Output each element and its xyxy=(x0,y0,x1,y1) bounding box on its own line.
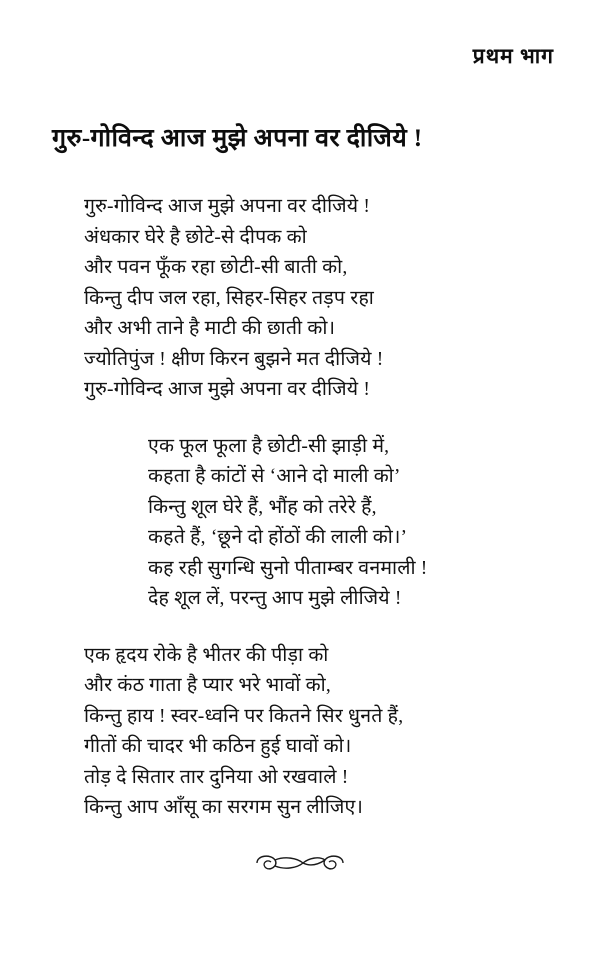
poem-line: किन्तु हाय ! स्वर-ध्वनि पर कितने सिर धुनते हैं, xyxy=(84,705,404,727)
poem-line: अंधकार घेरे है छोटे-से दीपक को xyxy=(84,226,307,248)
poem-line: और अभी ताने है माटी की छाती को। xyxy=(84,318,336,339)
stanza xyxy=(0,192,600,406)
page-title: गुरु-गोविन्द आज मुझे अपना वर दीजिये ! xyxy=(52,125,423,152)
poem-line: देह शूल लें, परन्तु आप मुझे लीजिये ! xyxy=(148,588,402,609)
poem-line: एक हृदय रोके है भीतर की पीड़ा को xyxy=(84,644,329,666)
poem-line: गुरु-गोविन्द आज मुझे अपना वर दीजिये ! xyxy=(84,196,371,217)
poem-line: कहता है कांटों से ‘आने दो माली को’ xyxy=(148,466,401,487)
poem-line: ज्योतिपुंज ! क्षीण किरन बुझने मत दीजिये ! xyxy=(84,348,384,370)
poem-line: किन्तु दीप जल रहा, सिहर-सिहर तड़प रहा xyxy=(84,287,375,309)
poem-line: गुरु-गोविन्द आज मुझे अपना वर दीजिये ! xyxy=(84,379,371,400)
page-header xyxy=(0,0,600,70)
poem-line: गीतों की चादर भी कठिन हुई घावों को। xyxy=(84,736,352,757)
scroll-flourish-ornament xyxy=(0,850,600,881)
poem-line: और कंठ गाता है प्यार भरे भावों को, xyxy=(84,675,331,696)
part-label: प्रथम भाग xyxy=(472,44,554,68)
poem-body xyxy=(0,154,600,824)
stanza xyxy=(0,641,600,824)
poem-line: एक फूल फूला है छोटी-सी झाड़ी में, xyxy=(148,435,390,457)
poem-line: तोड़ दे सितार तार दुनिया ओ रखवाले ! xyxy=(84,766,349,788)
poem-line: और पवन फूँक रहा छोटी-सी बाती को, xyxy=(84,257,348,278)
poem-line: किन्तु शूल घेरे हैं, भौंह को तरेरे हैं, xyxy=(148,496,377,518)
poem-line: कहते हैं, ‘छूने दो होंठों की लाली को।’ xyxy=(148,527,408,548)
poem-line: किन्तु आप आँसू का सरगम सुन लीजिए। xyxy=(84,797,364,818)
poem-line: कह रही सुगन्धि सुनो पीताम्बर वनमाली ! xyxy=(148,557,428,579)
stanza xyxy=(0,432,600,615)
